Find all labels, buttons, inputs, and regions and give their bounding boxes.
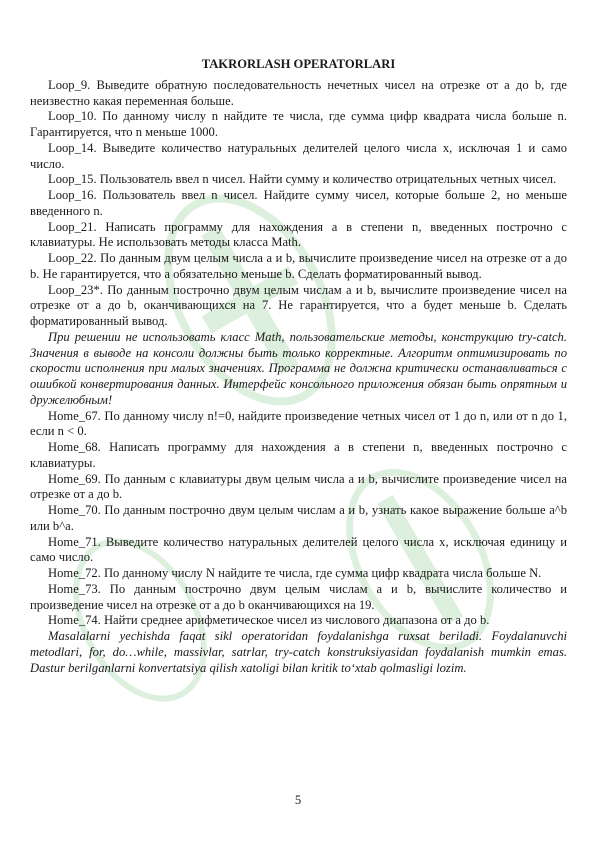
exercise-paragraph: Home_72. По данному числу N найдите те числа, где сумма цифр квадрата числа больше N. [48, 566, 542, 580]
exercise-paragraph: Loop_9. Выведите обратную последовательность нечетных чисел на отрезке от a до b, где неизвестно какая переменная больше. [30, 77, 567, 108]
exercise-paragraph: Home_71. Выведите количество натуральных делителей целого числа x, исключая единицу и само число. [30, 534, 567, 565]
document-body [30, 57, 567, 676]
page-title: TAKRORLASH OPERATORLARI [201, 57, 396, 71]
exercise-paragraph: Loop_22. По данным двум целым числа a и b, вычислите произведение чисел на отрезке от a до b. Не гарантируется, что a обязательно меньше b. Сделать форматированный вывод. [30, 251, 567, 281]
exercise-paragraph: Home_67. По данному числу n!=0, найдите произведение четных чисел от 1 до n, или от n до 1, если n < 0. [30, 408, 567, 439]
exercise-paragraph: Loop_21. Написать программу для нахождения a в степени n, введенных построчно с клавиатуры. Не использовать методы класса Math. [30, 219, 567, 250]
exercise-paragraph: Home_74. Найти среднее арифметическое чисел из числового диапазона от a до b. [48, 613, 490, 628]
exercise-paragraph: Home_70. По данным построчно двум целым числам a и b, узнать какое выражение больше a^b или b^a. [30, 503, 567, 533]
exercise-paragraph: Loop_16. Пользователь ввел n чисел. Найдите сумму чисел, которые больше 2, но меньше введенного n. [30, 188, 567, 218]
exercise-paragraph: Home_69. По данным с клавиатуры двум целым числа a и b, вычислите произведение чисел на отрезке от a до b. [30, 471, 567, 502]
instructions-note: При решении не использовать класс Math, пользовательские методы, конструкцию try-catch. Значения в выводе на консоли должны быть только корректные. Алгоритм оптимизировать по скорости исполнения при малых значениях. Программа не должна критически останавливаться с ошибкой конвертирования данных. Интерфейс консольного приложения обязан быть опрятным и дружелюбным! [30, 329, 567, 407]
page-number: 5 [294, 793, 302, 807]
instructions-note: Masalalarni yechishda faqat sikl operatoridan foydalanishga ruxsat beriladi. Foydalanuvchi metodlari, for, do…while, massivlar, satrlar, try-catch konstruksiyasidan foydalanish mumkin emas. Dastur berilganlarni konvertatsiya qilish xatoligi bilan kritik to‘xtab qolmasligi lozim. [30, 629, 567, 675]
exercise-paragraph: Home_73. По данным построчно двум целым числам a и b, вычислите количество и произведение чисел на отрезке от a до b оканчивающихся на 19. [30, 581, 567, 612]
exercise-paragraph: Loop_15. Пользователь ввел n чисел. Найти сумму и количество отрицательных четных чисел. [48, 172, 557, 187]
exercise-paragraph: Home_68. Написать программу для нахождения a в степени n, введенных построчно с клавиатуры. [30, 440, 567, 470]
exercise-paragraph: Loop_10. По данному числу n найдите те числа, где сумма цифр квадрата числа больше n. Гарантируется, что n меньше 1000. [30, 109, 567, 139]
paragraph-list [30, 78, 567, 677]
exercise-paragraph: Loop_14. Выведите количество натуральных делителей целого числа x, исключая 1 и само число. [30, 140, 567, 171]
exercise-paragraph: Loop_23*. По данным построчно двум целым числам a и b, вычислите произведение чисел на отрезке от a до b, оканчивающихся на 7. Не гарантируется, что a будет меньше b. Сделать форматированный вывод. [30, 282, 567, 328]
